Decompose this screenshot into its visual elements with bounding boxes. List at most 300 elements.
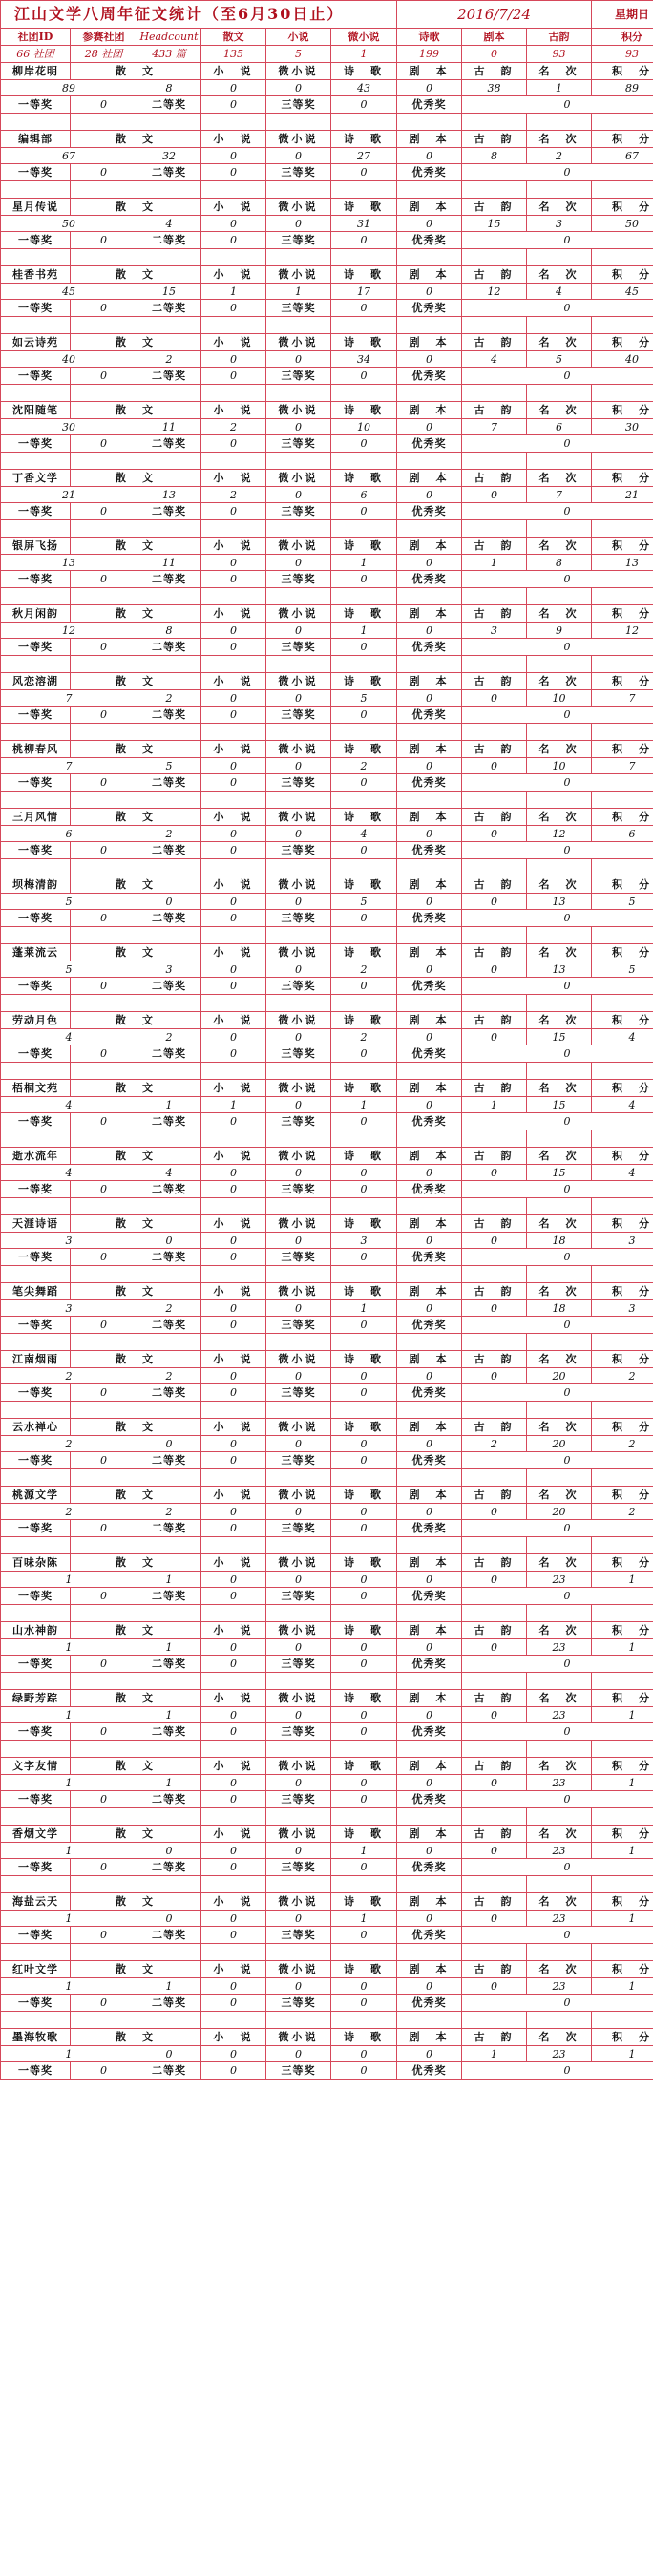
club-classical: 4 <box>462 351 527 368</box>
award-second-count: 0 <box>201 232 266 249</box>
label-classical: 古 韵 <box>462 673 527 690</box>
empty-cell <box>331 1334 397 1351</box>
club-awards-row <box>1 842 653 859</box>
award-third-label: 三等奖 <box>266 707 331 724</box>
club-name: 丁香文学 <box>1 470 71 487</box>
club-points: 5 <box>592 961 653 978</box>
empty-cell <box>71 1469 137 1487</box>
club-spacer-row <box>1 114 653 131</box>
empty-cell <box>397 453 462 470</box>
club-spacer-row <box>1 1537 653 1554</box>
club-prose: 32 <box>137 148 201 164</box>
label-micro-fiction: 微小说 <box>266 2029 331 2046</box>
empty-cell <box>462 588 527 605</box>
empty-cell <box>331 1876 397 1893</box>
club-label-row <box>1 1554 653 1572</box>
award-second-count: 0 <box>201 1113 266 1130</box>
label-prose: 散 文 <box>71 876 201 894</box>
award-second-count: 0 <box>201 96 266 114</box>
award-second-label: 二等奖 <box>137 978 201 995</box>
sheet-weekday: 星期日 <box>592 1 653 29</box>
award-second-label: 二等奖 <box>137 1384 201 1402</box>
award-second-label: 二等奖 <box>137 1723 201 1741</box>
empty-cell <box>397 1130 462 1148</box>
club-spacer-row <box>1 1334 653 1351</box>
empty-cell <box>1 181 71 199</box>
award-excellent-count: 0 <box>462 1113 653 1130</box>
club-classical: 1 <box>462 2046 527 2062</box>
header-prose: 散文 <box>201 29 266 46</box>
club-points: 40 <box>592 351 653 368</box>
empty-cell <box>397 1266 462 1283</box>
empty-cell <box>137 1063 201 1080</box>
empty-cell <box>71 1402 137 1419</box>
empty-cell <box>1 1266 71 1283</box>
club-headcount: 67 <box>1 148 137 164</box>
label-micro-fiction: 微小说 <box>266 1215 331 1233</box>
award-second-label: 二等奖 <box>137 774 201 792</box>
club-points: 1 <box>592 1911 653 1927</box>
award-third-count: 0 <box>331 1927 397 1944</box>
club-points: 3 <box>592 1233 653 1249</box>
award-second-label: 二等奖 <box>137 164 201 181</box>
award-third-count: 0 <box>331 1249 397 1266</box>
empty-cell <box>462 1876 527 1893</box>
empty-cell <box>1 1944 71 1961</box>
empty-cell <box>201 520 266 538</box>
empty-cell <box>331 1808 397 1826</box>
award-second-count: 0 <box>201 503 266 520</box>
club-name: 天涯诗语 <box>1 1215 71 1233</box>
club-rank: 23 <box>527 1572 592 1588</box>
award-excellent-count: 0 <box>462 232 653 249</box>
club-micro-fiction: 0 <box>266 351 331 368</box>
label-script: 剧 本 <box>397 1419 462 1436</box>
club-poetry: 2 <box>331 1029 397 1045</box>
empty-cell <box>201 249 266 266</box>
empty-cell <box>71 453 137 470</box>
award-third-count: 0 <box>331 707 397 724</box>
club-spacer-row <box>1 317 653 334</box>
club-prose: 0 <box>137 894 201 910</box>
club-rank: 5 <box>527 351 592 368</box>
total-script: 0 <box>462 46 527 63</box>
club-awards-row <box>1 1995 653 2012</box>
label-script: 剧 本 <box>397 1351 462 1368</box>
label-fiction: 小 说 <box>201 1012 266 1029</box>
club-points: 1 <box>592 1707 653 1723</box>
empty-cell <box>592 1537 653 1554</box>
award-excellent-count: 0 <box>462 910 653 927</box>
empty-cell <box>331 385 397 402</box>
empty-cell <box>266 656 331 673</box>
club-label-row <box>1 1622 653 1639</box>
label-points: 积 分 <box>592 1487 653 1504</box>
award-first-label: 一等奖 <box>1 571 71 588</box>
club-points: 50 <box>592 216 653 232</box>
club-prose: 15 <box>137 284 201 300</box>
club-poetry: 5 <box>331 690 397 707</box>
club-values-row <box>1 894 653 910</box>
label-rank: 名 次 <box>527 876 592 894</box>
empty-cell <box>137 724 201 741</box>
award-first-label: 一等奖 <box>1 1995 71 2012</box>
label-fiction: 小 说 <box>201 131 266 148</box>
label-rank: 名 次 <box>527 1283 592 1300</box>
award-third-label: 三等奖 <box>266 1317 331 1334</box>
label-micro-fiction: 微小说 <box>266 266 331 284</box>
label-prose: 散 文 <box>71 1826 201 1843</box>
club-awards-row <box>1 774 653 792</box>
award-excellent-count: 0 <box>462 2062 653 2080</box>
club-script: 0 <box>397 961 462 978</box>
label-poetry: 诗 歌 <box>331 1283 397 1300</box>
header-classical: 古韵 <box>527 29 592 46</box>
label-points: 积 分 <box>592 63 653 80</box>
award-second-count: 0 <box>201 164 266 181</box>
award-excellent-label: 优秀奖 <box>397 300 462 317</box>
award-first-count: 0 <box>71 1859 137 1876</box>
empty-cell <box>137 114 201 131</box>
label-prose: 散 文 <box>71 1893 201 1911</box>
empty-cell <box>592 1808 653 1826</box>
club-poetry: 10 <box>331 419 397 435</box>
club-label-row <box>1 1215 653 1233</box>
label-classical: 古 韵 <box>462 944 527 961</box>
label-prose: 散 文 <box>71 1487 201 1504</box>
club-micro-fiction: 0 <box>266 1843 331 1859</box>
empty-cell <box>1 1469 71 1487</box>
club-micro-fiction: 0 <box>266 1097 331 1113</box>
award-second-label: 二等奖 <box>137 1181 201 1198</box>
club-headcount: 1 <box>1 1707 137 1723</box>
empty-cell <box>201 1537 266 1554</box>
club-rank: 13 <box>527 961 592 978</box>
label-poetry: 诗 歌 <box>331 2029 397 2046</box>
club-headcount: 1 <box>1 1572 137 1588</box>
empty-cell <box>71 1063 137 1080</box>
club-label-row <box>1 673 653 690</box>
label-rank: 名 次 <box>527 1826 592 1843</box>
club-values-row <box>1 1775 653 1791</box>
empty-cell <box>71 1198 137 1215</box>
label-prose: 散 文 <box>71 1419 201 1436</box>
label-rank: 名 次 <box>527 1487 592 1504</box>
empty-cell <box>331 1469 397 1487</box>
award-second-count: 0 <box>201 1859 266 1876</box>
club-prose: 0 <box>137 1843 201 1859</box>
empty-cell <box>201 181 266 199</box>
award-first-label: 一等奖 <box>1 1723 71 1741</box>
label-classical: 古 韵 <box>462 470 527 487</box>
empty-cell <box>71 588 137 605</box>
empty-cell <box>201 1944 266 1961</box>
empty-cell <box>71 2012 137 2029</box>
club-script: 0 <box>397 1911 462 1927</box>
empty-cell <box>71 385 137 402</box>
club-label-row <box>1 131 653 148</box>
club-points: 1 <box>592 1639 653 1656</box>
empty-cell <box>71 1876 137 1893</box>
award-third-count: 0 <box>331 774 397 792</box>
club-awards-row <box>1 571 653 588</box>
label-classical: 古 韵 <box>462 1419 527 1436</box>
award-third-count: 0 <box>331 842 397 859</box>
club-rank: 10 <box>527 758 592 774</box>
award-first-label: 一等奖 <box>1 1452 71 1469</box>
empty-cell <box>71 792 137 809</box>
award-third-count: 0 <box>331 639 397 656</box>
empty-cell <box>201 317 266 334</box>
club-spacer-row <box>1 1266 653 1283</box>
club-values-row <box>1 216 653 232</box>
award-third-count: 0 <box>331 96 397 114</box>
award-second-label: 二等奖 <box>137 435 201 453</box>
label-classical: 古 韵 <box>462 1893 527 1911</box>
award-excellent-count: 0 <box>462 1384 653 1402</box>
award-second-count: 0 <box>201 1656 266 1673</box>
club-fiction: 0 <box>201 1504 266 1520</box>
award-first-count: 0 <box>71 1656 137 1673</box>
club-classical: 0 <box>462 1029 527 1045</box>
empty-cell <box>71 249 137 266</box>
club-prose: 2 <box>137 1300 201 1317</box>
award-second-label: 二等奖 <box>137 1927 201 1944</box>
award-third-label: 三等奖 <box>266 1384 331 1402</box>
label-micro-fiction: 微小说 <box>266 1622 331 1639</box>
club-script: 0 <box>397 1097 462 1113</box>
club-micro-fiction: 0 <box>266 1978 331 1995</box>
club-classical: 0 <box>462 1233 527 1249</box>
empty-cell <box>137 249 201 266</box>
club-prose: 1 <box>137 1707 201 1723</box>
award-second-label: 二等奖 <box>137 842 201 859</box>
empty-cell <box>462 724 527 741</box>
empty-cell <box>592 1469 653 1487</box>
club-classical: 0 <box>462 961 527 978</box>
club-fiction: 2 <box>201 419 266 435</box>
award-excellent-label: 优秀奖 <box>397 1859 462 1876</box>
club-classical: 0 <box>462 690 527 707</box>
award-second-count: 0 <box>201 1452 266 1469</box>
empty-cell <box>462 181 527 199</box>
empty-cell <box>137 385 201 402</box>
empty-cell <box>71 927 137 944</box>
empty-cell <box>592 1198 653 1215</box>
club-prose: 3 <box>137 961 201 978</box>
award-first-count: 0 <box>71 1723 137 1741</box>
label-classical: 古 韵 <box>462 1826 527 1843</box>
club-script: 0 <box>397 419 462 435</box>
empty-cell <box>1 2012 71 2029</box>
club-poetry: 1 <box>331 623 397 639</box>
award-second-count: 0 <box>201 300 266 317</box>
award-third-label: 三等奖 <box>266 910 331 927</box>
club-script: 0 <box>397 1436 462 1452</box>
award-second-label: 二等奖 <box>137 1656 201 1673</box>
empty-cell <box>397 1402 462 1419</box>
empty-cell <box>462 520 527 538</box>
club-spacer-row <box>1 520 653 538</box>
empty-cell <box>266 1198 331 1215</box>
club-classical: 0 <box>462 894 527 910</box>
empty-cell <box>201 1605 266 1622</box>
empty-cell <box>266 1944 331 1961</box>
club-classical: 15 <box>462 216 527 232</box>
label-points: 积 分 <box>592 1351 653 1368</box>
empty-cell <box>397 1876 462 1893</box>
empty-cell <box>266 1063 331 1080</box>
label-classical: 古 韵 <box>462 1283 527 1300</box>
award-first-label: 一等奖 <box>1 707 71 724</box>
club-script: 0 <box>397 1775 462 1791</box>
award-excellent-count: 0 <box>462 1859 653 1876</box>
empty-cell <box>331 317 397 334</box>
label-points: 积 分 <box>592 1893 653 1911</box>
club-points: 3 <box>592 1300 653 1317</box>
club-name: 桂香书苑 <box>1 266 71 284</box>
empty-cell <box>201 1402 266 1419</box>
award-second-label: 二等奖 <box>137 300 201 317</box>
award-excellent-label: 优秀奖 <box>397 2062 462 2080</box>
empty-cell <box>137 656 201 673</box>
club-name: 江南烟雨 <box>1 1351 71 1368</box>
club-poetry: 0 <box>331 1165 397 1181</box>
empty-cell <box>331 1266 397 1283</box>
empty-cell <box>137 1266 201 1283</box>
club-fiction: 0 <box>201 1368 266 1384</box>
empty-cell <box>1 792 71 809</box>
empty-cell <box>266 1537 331 1554</box>
empty-cell <box>137 792 201 809</box>
label-rank: 名 次 <box>527 1690 592 1707</box>
label-fiction: 小 说 <box>201 741 266 758</box>
club-classical: 0 <box>462 826 527 842</box>
club-spacer-row <box>1 453 653 470</box>
club-script: 0 <box>397 1233 462 1249</box>
club-fiction: 0 <box>201 1233 266 1249</box>
club-label-row <box>1 1351 653 1368</box>
award-second-label: 二等奖 <box>137 368 201 385</box>
label-fiction: 小 说 <box>201 1148 266 1165</box>
empty-cell <box>1 520 71 538</box>
club-label-row <box>1 334 653 351</box>
header-participating-clubs: 参赛社团 <box>71 29 137 46</box>
award-excellent-label: 优秀奖 <box>397 1249 462 1266</box>
total-prose: 135 <box>201 46 266 63</box>
club-headcount: 1 <box>1 1775 137 1791</box>
club-script: 0 <box>397 1978 462 1995</box>
label-script: 剧 本 <box>397 1826 462 1843</box>
empty-cell <box>462 1469 527 1487</box>
empty-cell <box>266 385 331 402</box>
label-script: 剧 本 <box>397 2029 462 2046</box>
label-script: 剧 本 <box>397 1148 462 1165</box>
club-headcount: 1 <box>1 1843 137 1859</box>
empty-cell <box>592 724 653 741</box>
club-points: 89 <box>592 80 653 96</box>
club-script: 0 <box>397 284 462 300</box>
empty-cell <box>592 1130 653 1148</box>
club-prose: 8 <box>137 623 201 639</box>
club-rank: 6 <box>527 419 592 435</box>
club-awards-row <box>1 978 653 995</box>
label-poetry: 诗 歌 <box>331 1554 397 1572</box>
club-values-row <box>1 1504 653 1520</box>
empty-cell <box>397 1605 462 1622</box>
award-first-count: 0 <box>71 368 137 385</box>
club-awards-row <box>1 1520 653 1537</box>
club-classical: 38 <box>462 80 527 96</box>
club-spacer-row <box>1 249 653 266</box>
label-micro-fiction: 微小说 <box>266 131 331 148</box>
award-first-label: 一等奖 <box>1 1588 71 1605</box>
label-classical: 古 韵 <box>462 1622 527 1639</box>
club-name: 桃源文学 <box>1 1487 71 1504</box>
club-prose: 1 <box>137 1572 201 1588</box>
club-points: 7 <box>592 758 653 774</box>
club-poetry: 6 <box>331 487 397 503</box>
award-excellent-label: 优秀奖 <box>397 1520 462 1537</box>
label-fiction: 小 说 <box>201 1487 266 1504</box>
club-headcount: 1 <box>1 1639 137 1656</box>
label-prose: 散 文 <box>71 1351 201 1368</box>
label-script: 剧 本 <box>397 199 462 216</box>
club-prose: 11 <box>137 555 201 571</box>
label-micro-fiction: 微小说 <box>266 1826 331 1843</box>
award-first-label: 一等奖 <box>1 164 71 181</box>
club-points: 67 <box>592 148 653 164</box>
award-excellent-count: 0 <box>462 639 653 656</box>
award-first-label: 一等奖 <box>1 1113 71 1130</box>
club-values-row <box>1 1233 653 1249</box>
empty-cell <box>527 1334 592 1351</box>
club-name: 风恋溶湖 <box>1 673 71 690</box>
award-first-label: 一等奖 <box>1 639 71 656</box>
club-rank: 20 <box>527 1504 592 1520</box>
award-second-count: 0 <box>201 571 266 588</box>
empty-cell <box>71 724 137 741</box>
club-script: 0 <box>397 1572 462 1588</box>
club-classical: 0 <box>462 1707 527 1723</box>
club-spacer-row <box>1 1944 653 1961</box>
award-excellent-count: 0 <box>462 368 653 385</box>
club-rank: 13 <box>527 894 592 910</box>
empty-cell <box>201 1266 266 1283</box>
label-script: 剧 本 <box>397 538 462 555</box>
award-excellent-count: 0 <box>462 435 653 453</box>
award-excellent-count: 0 <box>462 1045 653 1063</box>
empty-cell <box>592 1334 653 1351</box>
award-third-count: 0 <box>331 571 397 588</box>
label-script: 剧 本 <box>397 605 462 623</box>
label-rank: 名 次 <box>527 2029 592 2046</box>
award-first-label: 一等奖 <box>1 1859 71 1876</box>
empty-cell <box>201 1469 266 1487</box>
empty-cell <box>266 2012 331 2029</box>
award-second-count: 0 <box>201 2062 266 2080</box>
label-rank: 名 次 <box>527 1419 592 1436</box>
award-second-label: 二等奖 <box>137 639 201 656</box>
label-prose: 散 文 <box>71 402 201 419</box>
empty-cell <box>1 114 71 131</box>
award-first-label: 一等奖 <box>1 96 71 114</box>
award-third-count: 0 <box>331 435 397 453</box>
empty-cell <box>201 927 266 944</box>
award-first-count: 0 <box>71 910 137 927</box>
club-points: 5 <box>592 894 653 910</box>
club-spacer-row <box>1 2012 653 2029</box>
